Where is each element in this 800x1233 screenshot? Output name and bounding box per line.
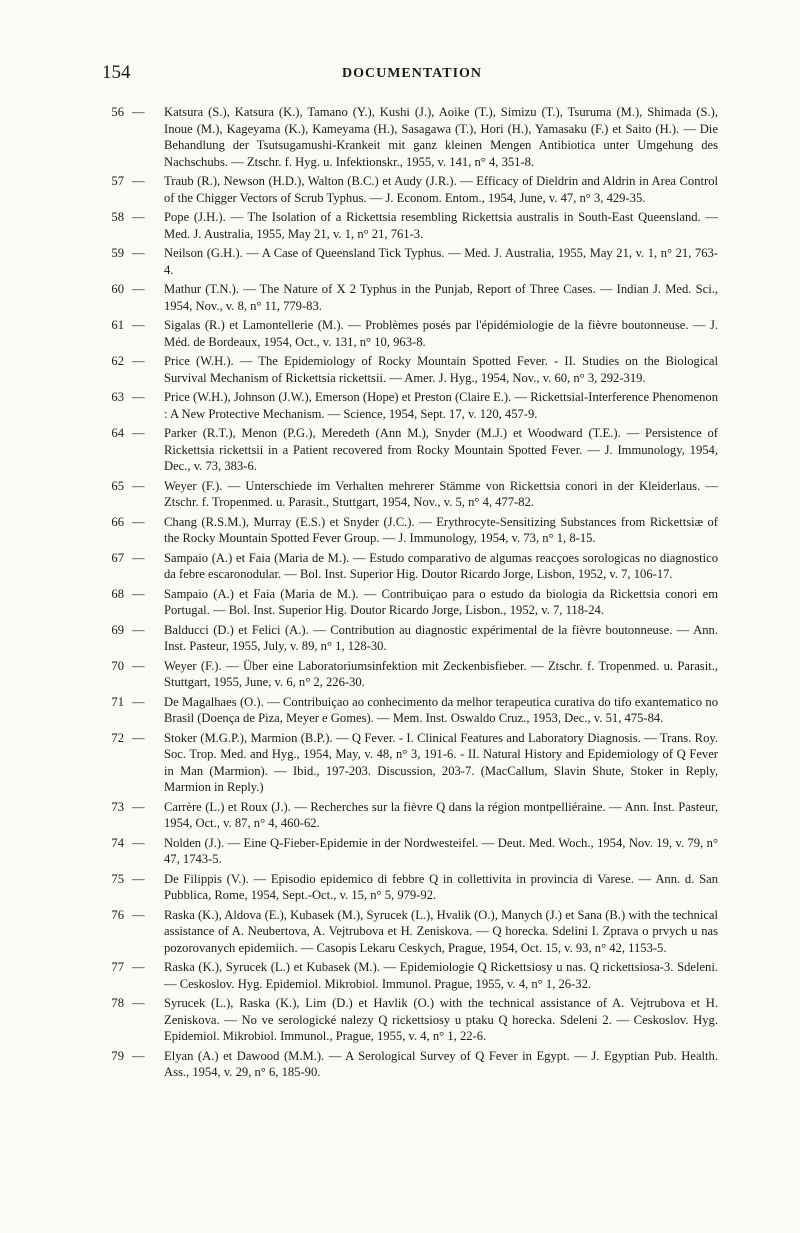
entry-dash: — [132, 907, 145, 922]
entry-dash: — [132, 478, 145, 493]
entry-text: De Magalhaes (O.). — Contribuiçao ao conhecimento da melhor terapeutica curativa do tifo exantematico no Brasil (Doença de Piza, Meyer e Gomes). — Mem. Inst. Oswaldo Cruz., 1953, Dec., v. 51, 475-84. [164, 694, 718, 725]
entry-dash: — [132, 586, 145, 601]
entry-text: Balducci (D.) et Felici (A.). — Contribution au diagnostic expérimental de la fièvre boutonneuse. — Ann. Inst. Pasteur, 1955, July, v. 89, n° 1, 128-30. [164, 622, 718, 653]
entry-number: 57 [111, 174, 124, 188]
entry-dash: — [132, 282, 145, 296]
entry-number: 56 [111, 105, 124, 119]
bibliography-entry [102, 514, 718, 547]
bibliography-entry [102, 317, 718, 350]
entry-dash: — [132, 514, 145, 529]
entry-text: Price (W.H.). — The Epidemiology of Rocky Mountain Spotted Fever. - II. Studies on the Biological Survival Mechanism of Rickettsia rickettsii. — Amer. J. Hyg., 1954, Nov., v. 60, n° 3, 292-319. [164, 354, 718, 385]
entry-dash: — [132, 174, 145, 188]
bibliography-entry [102, 835, 718, 868]
entry-number: 79 [111, 1048, 124, 1063]
entry-number: 77 [111, 960, 124, 974]
bibliography-entry [102, 730, 718, 796]
entry-number: 62 [111, 354, 124, 368]
entry-number: 65 [111, 478, 124, 493]
entry-number: 70 [111, 658, 124, 673]
entry-dash: — [132, 996, 145, 1010]
entry-number: 58 [111, 210, 124, 224]
bibliography-entry [102, 389, 718, 422]
entry-text: Katsura (S.), Katsura (K.), Tamano (Y.), Kushi (J.), Aoike (T.), Simizu (T.), Tsuruma (M.), Shimada (S.), Inoue (M.), Kageyama (K.), Kameyama (H.), Sasagawa (T.), Hori (H.), Yamasaku (F.) et Saito (H.). — Die Behandlung der Tsutsugamushi-Krankeit mit ganz kleinen Mengen Antibiotica unter Umgehung des Nachschubs. — Ztschr. f. Hyg. u. Infektionskr., 1955, v. 141, n° 4, 351-8. [164, 105, 718, 169]
entry-text: Sampaio (A.) et Faia (Maria de M.). — Contribuiçao para o estudo da biologia da Rickettsia conori em Portugal. — Bol. Inst. Superior Hig. Doutor Ricardo Jorge, Lisbon., 1952, v. 7, 118-24. [164, 586, 718, 617]
entry-dash: — [132, 246, 145, 260]
entry-number: 67 [111, 550, 124, 565]
bibliography-entry [102, 694, 718, 727]
entry-number: 69 [111, 622, 124, 637]
entry-number: 64 [111, 426, 124, 440]
bibliography-entry [102, 209, 718, 242]
bibliography-entry [102, 104, 718, 170]
entry-text: Weyer (F.). — Unterschiede im Verhalten mehrerer Stämme von Rickettsia conori in der Kleiderlaus. — Ztschr. f. Tropenmed. u. Parasit., Stuttgart, 1954, Nov., v. 5, n° 4, 477-82. [164, 478, 718, 509]
bibliography-entry [102, 995, 718, 1045]
bibliography-entry [102, 173, 718, 206]
entry-text: Price (W.H.), Johnson (J.W.), Emerson (Hope) et Preston (Claire E.). — Rickettsial-Interference Phenomenon : A New Protective Mechanism. — Science, 1954, Sept. 17, v. 120, 457-9. [164, 390, 718, 421]
bibliography-entry [102, 622, 718, 655]
entry-number: 60 [111, 282, 124, 296]
entry-text: Raska (K.), Aldova (E.), Kubasek (M.), Syrucek (L.), Hvalik (O.), Manych (J.) et Sana (B.) with the technical assistance of A. Neubertova, A. Vejtrubova et H. Zeniskova. — Q horecka. Sdelini I. Zprava o prvych u nas pozorovanych epidemiich. — Casopis Lekaru Ceskych, Prague, 1954, Oct. 15, v. 93, n° 42, 1153-5. [164, 907, 718, 955]
entry-dash: — [132, 210, 145, 224]
entry-dash: — [132, 799, 145, 814]
entry-text: Mathur (T.N.). — The Nature of X 2 Typhus in the Punjab, Report of Three Cases. — Indian J. Med. Sci., 1954, Nov., v. 8, n° 11, 779-83. [164, 282, 718, 313]
entry-number: 76 [111, 907, 124, 922]
entry-text: Traub (R.), Newson (H.D.), Walton (B.C.) et Audy (J.R.). — Efficacy of Dieldrin and Aldrin in Area Control of the Chigger Vectors of Scrub Typhus. — J. Econom. Entom., 1954, June, v. 47, n° 3, 429-35. [164, 174, 718, 205]
entry-text: Sigalas (R.) et Lamontellerie (M.). — Problèmes posés par l'épidémiologie de la fièvre boutonneuse. — J. Méd. de Bordeaux, 1954, Oct., v. 131, n° 10, 963-8. [164, 318, 718, 349]
bibliography-entry [102, 871, 718, 904]
entry-dash: — [132, 550, 145, 565]
entry-text: Elyan (A.) et Dawood (M.M.). — A Serological Survey of Q Fever in Egypt. — J. Egyptian Pub. Health. Ass., 1954, v. 29, n° 6, 185-90. [164, 1048, 718, 1079]
bibliography-entry [102, 281, 718, 314]
entry-number: 61 [111, 318, 124, 332]
entry-number: 59 [111, 246, 124, 260]
entry-dash: — [132, 390, 145, 404]
page-number: 154 [102, 62, 131, 83]
entry-dash: — [132, 318, 145, 332]
entry-number: 72 [111, 730, 124, 745]
entry-dash: — [132, 1048, 145, 1063]
entry-dash: — [132, 354, 145, 368]
entry-number: 63 [111, 390, 124, 404]
bibliography-entry [102, 658, 718, 691]
entry-dash: — [132, 694, 145, 709]
entry-text: Nolden (J.). — Eine Q-Fieber-Epidemie in der Nordwesteifel. — Deut. Med. Woch., 1954, Nov. 19, v. 79, n° 47, 1743-5. [164, 835, 718, 866]
bibliography-entry [102, 353, 718, 386]
bibliography-entry [102, 907, 718, 957]
entry-dash: — [132, 622, 145, 637]
entry-text: Chang (R.S.M.), Murray (E.S.) et Snyder (J.C.). — Erythrocyte-Sensitizing Substances from Rickettsiæ of the Rocky Mountain Spotted Fever Group. — J. Immunology, 1954, v. 73, n° 1, 8-15. [164, 514, 718, 545]
entry-dash: — [132, 105, 145, 119]
page-header [102, 62, 718, 90]
entry-text: Sampaio (A.) et Faia (Maria de M.). — Estudo comparativo de algumas reacçoes sorologicas no diagnostico da febre escaronodular. — Bol. Inst. Superior Hig. Doutor Ricardo Jorge, Lisbon, 1952, v. 7, 106-17. [164, 550, 718, 581]
bibliography-entry [102, 245, 718, 278]
entry-number: 73 [111, 799, 124, 814]
entry-text: Neilson (G.H.). — A Case of Queensland Tick Typhus. — Med. J. Australia, 1955, May 21, v. 1, n° 21, 763-4. [164, 246, 718, 277]
entry-dash: — [132, 426, 145, 440]
bibliography-entry [102, 959, 718, 992]
entry-text: Pope (J.H.). — The Isolation of a Rickettsia resembling Rickettsia australis in South-East Queensland. — Med. J. Australia, 1955, May 21, v. 1, n° 21, 761-3. [164, 210, 718, 241]
entry-number: 71 [111, 694, 124, 709]
entry-text: Stoker (M.G.P.), Marmion (B.P.). — Q Fever. - I. Clinical Features and Laboratory Diagnosis. — Trans. Roy. Soc. Trop. Med. and Hyg., 1954, May, v. 48, n° 3, 191-6. - II. Natural History and Epidemiology of Q Fever in Man (Marmion). — Ibid., 197-203. Discussion, 203-7. (MacCallum, Slavin Shute, Stoker in Reply, Marmion in Reply.) [164, 730, 718, 794]
bibliography-entry [102, 799, 718, 832]
entry-text: De Filippis (V.). — Episodio epidemico di febbre Q in collettivita in provincia di Varese. — Ann. d. San Pubblica, Rome, 1954, Sept.-Oct., v. 15, n° 5, 979-92. [164, 871, 718, 902]
bibliography-entry [102, 586, 718, 619]
entry-number: 68 [111, 586, 124, 601]
entry-dash: — [132, 658, 145, 673]
entry-text: Carrère (L.) et Roux (J.). — Recherches sur la fièvre Q dans la région montpelliéraine. — Ann. Inst. Pasteur, 1954, Oct., v. 87, n° 4, 460-62. [164, 799, 718, 830]
entry-dash: — [132, 835, 145, 850]
entry-text: Weyer (F.). — Über eine Laboratoriumsinfektion mit Zeckenbisfieber. — Ztschr. f. Tropenmed. u. Parasit., Stuttgart, 1955, June, v. 6, n° 2, 226-30. [164, 658, 718, 689]
entry-number: 75 [111, 871, 124, 886]
entry-number: 78 [111, 996, 124, 1010]
bibliography-list [102, 104, 718, 1081]
entry-number: 74 [111, 835, 124, 850]
bibliography-entry [102, 425, 718, 475]
entry-text: Syrucek (L.), Raska (K.), Lim (D.) et Havlik (O.) with the technical assistance of A. Vejtrubova et H. Zeniskova. — No ve serologické nalezy Q rickettsiosy u ptaku Q horecka. Sdeleni 2. — Ceskoslov. Hyg. Epidemiol. Mikrobiol. Immunol., Prague, 1955, v. 4, n° 1, 22-6. [164, 996, 718, 1043]
entry-dash: — [132, 730, 145, 745]
entry-dash: — [132, 871, 145, 886]
running-title: DOCUMENTATION [342, 66, 483, 81]
entry-text: Raska (K.), Syrucek (L.) et Kubasek (M.). — Epidemiologie Q Rickettsiosy u nas. Q rickettsiosa-3. Sdeleni. — Ceskoslov. Hyg. Epidemiol. Mikrobiol. Immunol. Prague, 1955, v. 4, n° 1, 26-32. [164, 960, 718, 991]
bibliography-entry [102, 1048, 718, 1081]
bibliography-entry [102, 478, 718, 511]
entry-dash: — [132, 960, 145, 974]
entry-text: Parker (R.T.), Menon (P.G.), Meredeth (Ann M.), Snyder (M.J.) et Woodward (T.E.). — Persistence of Rickettsia rickettsii in a Patient recovered from Rocky Mountain Spotted Fever. — J. Immunology, 1954, Dec., v. 73, 383-6. [164, 426, 718, 473]
bibliography-entry [102, 550, 718, 583]
entry-number: 66 [111, 514, 124, 529]
